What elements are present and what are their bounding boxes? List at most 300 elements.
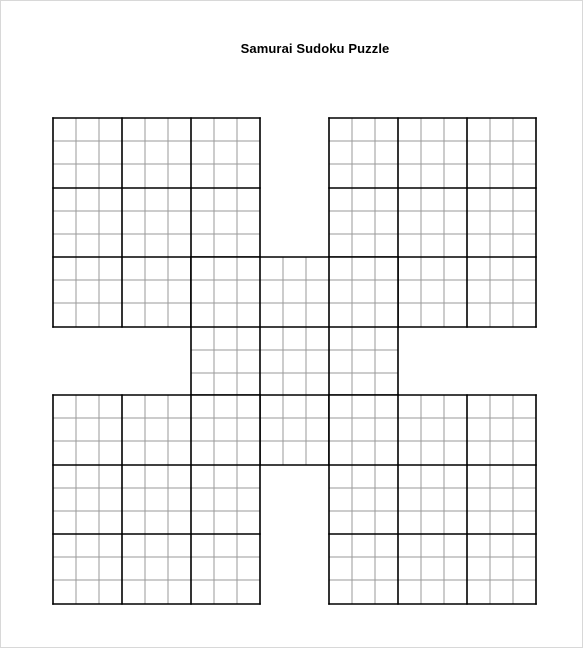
sudoku-cell[interactable] <box>375 303 398 327</box>
sudoku-cell[interactable] <box>283 441 306 465</box>
sudoku-cell[interactable] <box>99 534 122 557</box>
sudoku-cell[interactable] <box>168 580 191 604</box>
sudoku-cell[interactable] <box>490 418 513 441</box>
sudoku-cell[interactable] <box>306 280 329 303</box>
sudoku-cell[interactable] <box>306 303 329 327</box>
sudoku-cell[interactable] <box>352 418 375 441</box>
sudoku-cell[interactable] <box>352 141 375 164</box>
sudoku-cell[interactable] <box>352 580 375 604</box>
sudoku-cell[interactable] <box>214 557 237 580</box>
sudoku-cell[interactable] <box>490 511 513 534</box>
sudoku-cell[interactable] <box>329 488 352 511</box>
sudoku-cell[interactable] <box>76 303 99 327</box>
sudoku-cell[interactable] <box>375 257 398 280</box>
sudoku-cell[interactable] <box>53 234 76 257</box>
sudoku-cell[interactable] <box>260 257 283 280</box>
sudoku-cell[interactable] <box>467 234 490 257</box>
sudoku-cell[interactable] <box>421 465 444 488</box>
sudoku-cell[interactable] <box>76 488 99 511</box>
sudoku-cell[interactable] <box>53 418 76 441</box>
sudoku-cell[interactable] <box>467 580 490 604</box>
sudoku-cell[interactable] <box>191 465 214 488</box>
sudoku-cell[interactable] <box>145 441 168 465</box>
sudoku-cell[interactable] <box>191 441 214 465</box>
sudoku-cell[interactable] <box>398 488 421 511</box>
sudoku-cell[interactable] <box>467 257 490 280</box>
sudoku-cell[interactable] <box>145 395 168 418</box>
sudoku-cell[interactable] <box>421 418 444 441</box>
sudoku-cell[interactable] <box>398 303 421 327</box>
sudoku-cell[interactable] <box>283 373 306 395</box>
sudoku-cell[interactable] <box>237 257 260 280</box>
sudoku-cell[interactable] <box>467 303 490 327</box>
sudoku-cell[interactable] <box>214 580 237 604</box>
sudoku-cell[interactable] <box>99 164 122 188</box>
sudoku-cell[interactable] <box>53 257 76 280</box>
sudoku-cell[interactable] <box>168 488 191 511</box>
sudoku-cell[interactable] <box>375 118 398 141</box>
sudoku-cell[interactable] <box>421 488 444 511</box>
sudoku-cell[interactable] <box>283 257 306 280</box>
sudoku-cell[interactable] <box>375 350 398 373</box>
sudoku-cell[interactable] <box>352 234 375 257</box>
sudoku-cell[interactable] <box>237 118 260 141</box>
sudoku-cell[interactable] <box>352 211 375 234</box>
sudoku-cell[interactable] <box>122 280 145 303</box>
sudoku-cell[interactable] <box>306 395 329 418</box>
sudoku-cell[interactable] <box>237 188 260 211</box>
sudoku-cell[interactable] <box>99 118 122 141</box>
sudoku-cell[interactable] <box>237 211 260 234</box>
sudoku-cell[interactable] <box>237 465 260 488</box>
sudoku-cell[interactable] <box>168 441 191 465</box>
sudoku-cell[interactable] <box>145 580 168 604</box>
sudoku-cell[interactable] <box>53 211 76 234</box>
sudoku-cell[interactable] <box>444 303 467 327</box>
sudoku-cell[interactable] <box>145 118 168 141</box>
sudoku-cell[interactable] <box>352 465 375 488</box>
sudoku-cell[interactable] <box>398 534 421 557</box>
sudoku-cell[interactable] <box>398 211 421 234</box>
sudoku-cell[interactable] <box>260 350 283 373</box>
sudoku-cell[interactable] <box>53 280 76 303</box>
sudoku-cell[interactable] <box>398 511 421 534</box>
sudoku-cell[interactable] <box>214 511 237 534</box>
sudoku-cell[interactable] <box>490 280 513 303</box>
sudoku-cell[interactable] <box>145 234 168 257</box>
sudoku-cell[interactable] <box>398 395 421 418</box>
sudoku-cell[interactable] <box>191 418 214 441</box>
sudoku-cell[interactable] <box>76 188 99 211</box>
sudoku-cell[interactable] <box>467 395 490 418</box>
sudoku-cell[interactable] <box>329 350 352 373</box>
sudoku-cell[interactable] <box>76 280 99 303</box>
sudoku-cell[interactable] <box>398 280 421 303</box>
sudoku-cell[interactable] <box>375 327 398 350</box>
sudoku-cell[interactable] <box>191 118 214 141</box>
sudoku-cell[interactable] <box>513 418 536 441</box>
sudoku-cell[interactable] <box>168 188 191 211</box>
sudoku-cell[interactable] <box>306 441 329 465</box>
sudoku-cell[interactable] <box>513 257 536 280</box>
sudoku-cell[interactable] <box>191 164 214 188</box>
sudoku-cell[interactable] <box>421 234 444 257</box>
sudoku-cell[interactable] <box>421 118 444 141</box>
sudoku-cell[interactable] <box>444 488 467 511</box>
sudoku-cell[interactable] <box>122 441 145 465</box>
sudoku-cell[interactable] <box>237 327 260 350</box>
sudoku-cell[interactable] <box>99 465 122 488</box>
sudoku-cell[interactable] <box>99 580 122 604</box>
sudoku-cell[interactable] <box>145 141 168 164</box>
sudoku-cell[interactable] <box>122 141 145 164</box>
sudoku-cell[interactable] <box>490 118 513 141</box>
sudoku-cell[interactable] <box>53 303 76 327</box>
sudoku-cell[interactable] <box>76 465 99 488</box>
sudoku-cell[interactable] <box>329 234 352 257</box>
sudoku-cell[interactable] <box>53 188 76 211</box>
sudoku-cell[interactable] <box>214 257 237 280</box>
sudoku-cell[interactable] <box>168 164 191 188</box>
sudoku-cell[interactable] <box>122 418 145 441</box>
sudoku-cell[interactable] <box>122 465 145 488</box>
sudoku-cell[interactable] <box>375 441 398 465</box>
sudoku-cell[interactable] <box>99 488 122 511</box>
sudoku-cell[interactable] <box>444 534 467 557</box>
sudoku-cell[interactable] <box>283 303 306 327</box>
sudoku-cell[interactable] <box>76 141 99 164</box>
sudoku-cell[interactable] <box>421 441 444 465</box>
sudoku-cell[interactable] <box>329 418 352 441</box>
sudoku-cell[interactable] <box>99 441 122 465</box>
sudoku-cell[interactable] <box>99 557 122 580</box>
sudoku-cell[interactable] <box>191 580 214 604</box>
sudoku-cell[interactable] <box>513 118 536 141</box>
sudoku-cell[interactable] <box>145 211 168 234</box>
sudoku-cell[interactable] <box>375 465 398 488</box>
sudoku-cell[interactable] <box>352 280 375 303</box>
sudoku-cell[interactable] <box>53 118 76 141</box>
sudoku-cell[interactable] <box>421 511 444 534</box>
sudoku-cell[interactable] <box>352 373 375 395</box>
sudoku-cell[interactable] <box>191 350 214 373</box>
sudoku-cell[interactable] <box>99 234 122 257</box>
sudoku-cell[interactable] <box>375 418 398 441</box>
sudoku-cell[interactable] <box>99 257 122 280</box>
sudoku-cell[interactable] <box>99 280 122 303</box>
sudoku-cell[interactable] <box>122 211 145 234</box>
sudoku-cell[interactable] <box>237 557 260 580</box>
sudoku-cell[interactable] <box>513 211 536 234</box>
sudoku-cell[interactable] <box>398 164 421 188</box>
sudoku-cell[interactable] <box>237 441 260 465</box>
sudoku-cell[interactable] <box>398 188 421 211</box>
sudoku-cell[interactable] <box>513 465 536 488</box>
sudoku-cell[interactable] <box>444 465 467 488</box>
sudoku-cell[interactable] <box>352 303 375 327</box>
sudoku-cell[interactable] <box>329 164 352 188</box>
sudoku-cell[interactable] <box>329 280 352 303</box>
sudoku-cell[interactable] <box>122 534 145 557</box>
sudoku-cell[interactable] <box>168 534 191 557</box>
sudoku-cell[interactable] <box>329 580 352 604</box>
sudoku-cell[interactable] <box>168 141 191 164</box>
sudoku-cell[interactable] <box>490 441 513 465</box>
sudoku-cell[interactable] <box>444 188 467 211</box>
sudoku-cell[interactable] <box>237 395 260 418</box>
sudoku-cell[interactable] <box>329 395 352 418</box>
sudoku-cell[interactable] <box>168 118 191 141</box>
sudoku-cell[interactable] <box>122 234 145 257</box>
sudoku-cell[interactable] <box>168 234 191 257</box>
sudoku-cell[interactable] <box>260 327 283 350</box>
sudoku-cell[interactable] <box>375 534 398 557</box>
sudoku-cell[interactable] <box>145 511 168 534</box>
sudoku-cell[interactable] <box>237 303 260 327</box>
sudoku-cell[interactable] <box>329 465 352 488</box>
sudoku-cell[interactable] <box>467 141 490 164</box>
sudoku-cell[interactable] <box>490 211 513 234</box>
sudoku-cell[interactable] <box>444 441 467 465</box>
sudoku-cell[interactable] <box>513 557 536 580</box>
sudoku-cell[interactable] <box>444 580 467 604</box>
sudoku-cell[interactable] <box>283 327 306 350</box>
sudoku-cell[interactable] <box>145 488 168 511</box>
sudoku-cell[interactable] <box>145 418 168 441</box>
sudoku-cell[interactable] <box>352 557 375 580</box>
sudoku-cell[interactable] <box>375 511 398 534</box>
sudoku-cell[interactable] <box>398 465 421 488</box>
sudoku-cell[interactable] <box>191 234 214 257</box>
sudoku-cell[interactable] <box>352 164 375 188</box>
sudoku-cell[interactable] <box>237 141 260 164</box>
sudoku-cell[interactable] <box>145 164 168 188</box>
sudoku-cell[interactable] <box>467 557 490 580</box>
sudoku-cell[interactable] <box>168 395 191 418</box>
sudoku-cell[interactable] <box>490 164 513 188</box>
sudoku-cell[interactable] <box>145 188 168 211</box>
sudoku-cell[interactable] <box>513 534 536 557</box>
sudoku-cell[interactable] <box>375 141 398 164</box>
sudoku-cell[interactable] <box>191 511 214 534</box>
sudoku-cell[interactable] <box>467 488 490 511</box>
sudoku-cell[interactable] <box>191 373 214 395</box>
sudoku-cell[interactable] <box>237 488 260 511</box>
sudoku-cell[interactable] <box>444 141 467 164</box>
sudoku-cell[interactable] <box>444 557 467 580</box>
sudoku-cell[interactable] <box>76 211 99 234</box>
sudoku-cell[interactable] <box>214 164 237 188</box>
sudoku-cell[interactable] <box>329 534 352 557</box>
sudoku-cell[interactable] <box>168 511 191 534</box>
sudoku-cell[interactable] <box>214 280 237 303</box>
sudoku-cell[interactable] <box>122 164 145 188</box>
sudoku-cell[interactable] <box>421 580 444 604</box>
sudoku-cell[interactable] <box>421 534 444 557</box>
sudoku-cell[interactable] <box>237 580 260 604</box>
sudoku-cell[interactable] <box>145 257 168 280</box>
sudoku-cell[interactable] <box>513 580 536 604</box>
sudoku-cell[interactable] <box>76 395 99 418</box>
sudoku-cell[interactable] <box>421 280 444 303</box>
sudoku-cell[interactable] <box>352 534 375 557</box>
sudoku-cell[interactable] <box>260 441 283 465</box>
sudoku-cell[interactable] <box>237 234 260 257</box>
sudoku-cell[interactable] <box>467 441 490 465</box>
sudoku-cell[interactable] <box>145 534 168 557</box>
sudoku-cell[interactable] <box>490 395 513 418</box>
sudoku-cell[interactable] <box>283 350 306 373</box>
sudoku-cell[interactable] <box>145 280 168 303</box>
sudoku-cell[interactable] <box>99 303 122 327</box>
sudoku-cell[interactable] <box>214 534 237 557</box>
sudoku-cell[interactable] <box>329 373 352 395</box>
sudoku-cell[interactable] <box>145 557 168 580</box>
sudoku-cell[interactable] <box>283 418 306 441</box>
sudoku-cell[interactable] <box>513 511 536 534</box>
sudoku-cell[interactable] <box>306 418 329 441</box>
sudoku-cell[interactable] <box>490 141 513 164</box>
sudoku-cell[interactable] <box>214 211 237 234</box>
sudoku-cell[interactable] <box>53 441 76 465</box>
sudoku-cell[interactable] <box>467 465 490 488</box>
sudoku-cell[interactable] <box>168 303 191 327</box>
sudoku-cell[interactable] <box>122 188 145 211</box>
sudoku-cell[interactable] <box>398 234 421 257</box>
sudoku-cell[interactable] <box>375 280 398 303</box>
sudoku-cell[interactable] <box>168 465 191 488</box>
sudoku-cell[interactable] <box>191 557 214 580</box>
sudoku-cell[interactable] <box>490 488 513 511</box>
sudoku-cell[interactable] <box>513 441 536 465</box>
sudoku-cell[interactable] <box>352 327 375 350</box>
sudoku-cell[interactable] <box>76 511 99 534</box>
sudoku-cell[interactable] <box>260 280 283 303</box>
sudoku-cell[interactable] <box>191 395 214 418</box>
sudoku-cell[interactable] <box>352 257 375 280</box>
sudoku-cell[interactable] <box>467 511 490 534</box>
sudoku-cell[interactable] <box>490 580 513 604</box>
sudoku-cell[interactable] <box>513 234 536 257</box>
sudoku-cell[interactable] <box>444 164 467 188</box>
sudoku-cell[interactable] <box>375 373 398 395</box>
sudoku-cell[interactable] <box>352 188 375 211</box>
sudoku-cell[interactable] <box>214 441 237 465</box>
sudoku-cell[interactable] <box>329 557 352 580</box>
sudoku-cell[interactable] <box>421 257 444 280</box>
sudoku-cell[interactable] <box>490 557 513 580</box>
sudoku-cell[interactable] <box>329 257 352 280</box>
sudoku-cell[interactable] <box>214 327 237 350</box>
sudoku-cell[interactable] <box>237 280 260 303</box>
sudoku-cell[interactable] <box>490 534 513 557</box>
sudoku-cell[interactable] <box>398 580 421 604</box>
sudoku-cell[interactable] <box>122 118 145 141</box>
sudoku-cell[interactable] <box>352 488 375 511</box>
sudoku-cell[interactable] <box>490 303 513 327</box>
sudoku-cell[interactable] <box>122 580 145 604</box>
sudoku-cell[interactable] <box>76 418 99 441</box>
sudoku-cell[interactable] <box>260 395 283 418</box>
sudoku-cell[interactable] <box>421 557 444 580</box>
sudoku-cell[interactable] <box>214 488 237 511</box>
sudoku-cell[interactable] <box>513 280 536 303</box>
sudoku-cell[interactable] <box>352 350 375 373</box>
sudoku-cell[interactable] <box>191 257 214 280</box>
sudoku-cell[interactable] <box>421 211 444 234</box>
sudoku-cell[interactable] <box>122 557 145 580</box>
sudoku-cell[interactable] <box>53 580 76 604</box>
sudoku-cell[interactable] <box>237 373 260 395</box>
sudoku-cell[interactable] <box>76 234 99 257</box>
sudoku-cell[interactable] <box>329 141 352 164</box>
sudoku-cell[interactable] <box>467 280 490 303</box>
sudoku-cell[interactable] <box>237 164 260 188</box>
sudoku-cell[interactable] <box>329 511 352 534</box>
sudoku-cell[interactable] <box>53 141 76 164</box>
sudoku-cell[interactable] <box>467 188 490 211</box>
sudoku-cell[interactable] <box>421 303 444 327</box>
sudoku-cell[interactable] <box>76 118 99 141</box>
sudoku-cell[interactable] <box>260 418 283 441</box>
sudoku-cell[interactable] <box>375 395 398 418</box>
sudoku-cell[interactable] <box>467 418 490 441</box>
sudoku-cell[interactable] <box>444 257 467 280</box>
sudoku-cell[interactable] <box>145 465 168 488</box>
sudoku-cell[interactable] <box>421 395 444 418</box>
sudoku-cell[interactable] <box>122 488 145 511</box>
sudoku-cell[interactable] <box>122 395 145 418</box>
sudoku-cell[interactable] <box>168 211 191 234</box>
sudoku-cell[interactable] <box>237 534 260 557</box>
sudoku-cell[interactable] <box>467 164 490 188</box>
sudoku-cell[interactable] <box>421 164 444 188</box>
sudoku-cell[interactable] <box>168 257 191 280</box>
sudoku-cell[interactable] <box>513 141 536 164</box>
sudoku-cell[interactable] <box>191 534 214 557</box>
sudoku-cell[interactable] <box>191 488 214 511</box>
sudoku-cell[interactable] <box>398 441 421 465</box>
sudoku-cell[interactable] <box>375 580 398 604</box>
sudoku-cell[interactable] <box>513 188 536 211</box>
sudoku-cell[interactable] <box>490 234 513 257</box>
sudoku-cell[interactable] <box>76 257 99 280</box>
sudoku-cell[interactable] <box>444 418 467 441</box>
sudoku-cell[interactable] <box>306 350 329 373</box>
sudoku-cell[interactable] <box>99 141 122 164</box>
sudoku-cell[interactable] <box>214 303 237 327</box>
sudoku-cell[interactable] <box>375 164 398 188</box>
sudoku-cell[interactable] <box>352 118 375 141</box>
sudoku-cell[interactable] <box>145 303 168 327</box>
sudoku-cell[interactable] <box>329 303 352 327</box>
sudoku-cell[interactable] <box>444 511 467 534</box>
sudoku-cell[interactable] <box>191 188 214 211</box>
sudoku-cell[interactable] <box>99 188 122 211</box>
sudoku-cell[interactable] <box>76 580 99 604</box>
sudoku-cell[interactable] <box>329 327 352 350</box>
sudoku-cell[interactable] <box>191 280 214 303</box>
sudoku-cell[interactable] <box>237 350 260 373</box>
sudoku-cell[interactable] <box>99 418 122 441</box>
sudoku-cell[interactable] <box>214 188 237 211</box>
sudoku-cell[interactable] <box>352 441 375 465</box>
sudoku-cell[interactable] <box>398 141 421 164</box>
sudoku-cell[interactable] <box>168 557 191 580</box>
sudoku-cell[interactable] <box>214 418 237 441</box>
sudoku-cell[interactable] <box>352 511 375 534</box>
sudoku-cell[interactable] <box>513 164 536 188</box>
